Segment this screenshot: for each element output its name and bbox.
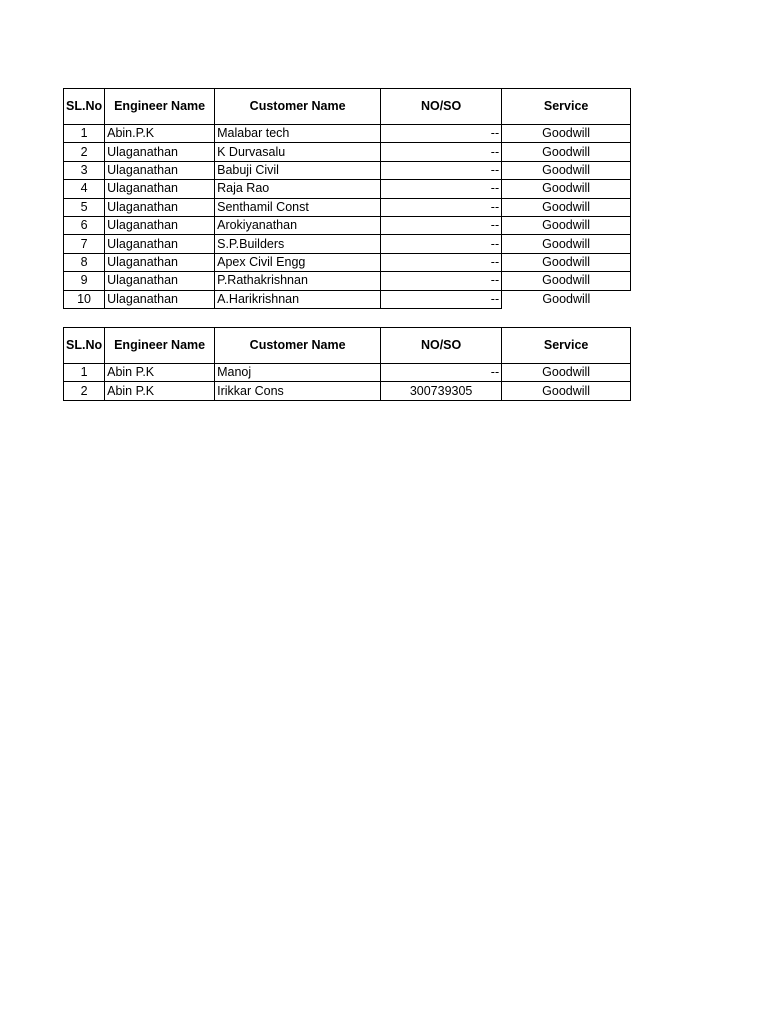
cell-engineer-name: Ulaganathan: [105, 216, 215, 234]
header-engineer-name: Engineer Name: [105, 89, 215, 125]
cell-no-so: --: [381, 125, 502, 143]
table-header-row: [64, 89, 631, 125]
cell-sl-no: 6: [64, 216, 105, 234]
cell-no-so: --: [381, 180, 502, 198]
cell-engineer-name: Ulaganathan: [105, 143, 215, 161]
header-customer-name: Customer Name: [215, 328, 381, 364]
cell-service: Goodwill: [502, 253, 631, 271]
cell-customer-name: A.Harikrishnan: [215, 290, 381, 308]
cell-no-so: --: [381, 290, 502, 308]
cell-sl-no: 2: [64, 382, 105, 400]
cell-no-so: --: [381, 198, 502, 216]
table-row: [64, 235, 631, 253]
table-row: [64, 253, 631, 271]
cell-no-so: --: [381, 364, 502, 382]
cell-customer-name: Raja Rao: [215, 180, 381, 198]
cell-sl-no: 7: [64, 235, 105, 253]
cell-engineer-name: Abin.P.K: [105, 125, 215, 143]
cell-engineer-name: Ulaganathan: [105, 253, 215, 271]
header-no-so: NO/SO: [381, 89, 502, 125]
cell-no-so: --: [381, 272, 502, 290]
cell-sl-no: 8: [64, 253, 105, 271]
cell-service: Goodwill: [502, 290, 631, 308]
table-row: [64, 198, 631, 216]
cell-sl-no: 2: [64, 143, 105, 161]
cell-customer-name: P.Rathakrishnan: [215, 272, 381, 290]
table-row: [64, 382, 631, 400]
cell-engineer-name: Ulaganathan: [105, 290, 215, 308]
header-engineer-name: Engineer Name: [105, 328, 215, 364]
cell-customer-name: Arokiyanathan: [215, 216, 381, 234]
cell-service: Goodwill: [502, 272, 631, 290]
cell-engineer-name: Abin P.K: [105, 382, 215, 400]
cell-customer-name: Irikkar Cons: [215, 382, 381, 400]
header-service: Service: [502, 328, 631, 364]
cell-service: Goodwill: [502, 235, 631, 253]
table-header-row: [64, 328, 631, 364]
cell-sl-no: 5: [64, 198, 105, 216]
cell-engineer-name: Abin P.K: [105, 364, 215, 382]
cell-engineer-name: Ulaganathan: [105, 161, 215, 179]
cell-service: Goodwill: [502, 382, 631, 400]
table-row: [64, 161, 631, 179]
cell-no-so: --: [381, 161, 502, 179]
cell-customer-name: Apex Civil Engg: [215, 253, 381, 271]
table-row: [64, 143, 631, 161]
cell-sl-no: 9: [64, 272, 105, 290]
cell-engineer-name: Ulaganathan: [105, 272, 215, 290]
table-row: [64, 180, 631, 198]
service-table-1: [63, 88, 631, 309]
cell-customer-name: K Durvasalu: [215, 143, 381, 161]
cell-customer-name: Manoj: [215, 364, 381, 382]
cell-customer-name: Senthamil Const: [215, 198, 381, 216]
cell-no-so: --: [381, 216, 502, 234]
cell-sl-no: 3: [64, 161, 105, 179]
table-row: [64, 125, 631, 143]
cell-customer-name: Babuji Civil: [215, 161, 381, 179]
header-sl-no: SL.No: [64, 89, 105, 125]
cell-sl-no: 1: [64, 364, 105, 382]
cell-no-so: 300739305: [381, 382, 502, 400]
service-table-2: [63, 327, 631, 401]
cell-sl-no: 1: [64, 125, 105, 143]
header-customer-name: Customer Name: [215, 89, 381, 125]
header-service: Service: [502, 89, 631, 125]
cell-service: Goodwill: [502, 161, 631, 179]
cell-engineer-name: Ulaganathan: [105, 180, 215, 198]
cell-service: Goodwill: [502, 125, 631, 143]
table-row: [64, 272, 631, 290]
cell-service: Goodwill: [502, 364, 631, 382]
cell-no-so: --: [381, 235, 502, 253]
cell-sl-no: 10: [64, 290, 105, 308]
cell-customer-name: S.P.Builders: [215, 235, 381, 253]
header-sl-no: SL.No: [64, 328, 105, 364]
cell-no-so: --: [381, 253, 502, 271]
cell-service: Goodwill: [502, 216, 631, 234]
cell-engineer-name: Ulaganathan: [105, 235, 215, 253]
cell-customer-name: Malabar tech: [215, 125, 381, 143]
cell-no-so: --: [381, 143, 502, 161]
cell-service: Goodwill: [502, 198, 631, 216]
table-row: [64, 216, 631, 234]
table-row: [64, 290, 631, 308]
cell-engineer-name: Ulaganathan: [105, 198, 215, 216]
cell-sl-no: 4: [64, 180, 105, 198]
cell-service: Goodwill: [502, 180, 631, 198]
cell-service: Goodwill: [502, 143, 631, 161]
table-row: [64, 364, 631, 382]
header-no-so: NO/SO: [381, 328, 502, 364]
